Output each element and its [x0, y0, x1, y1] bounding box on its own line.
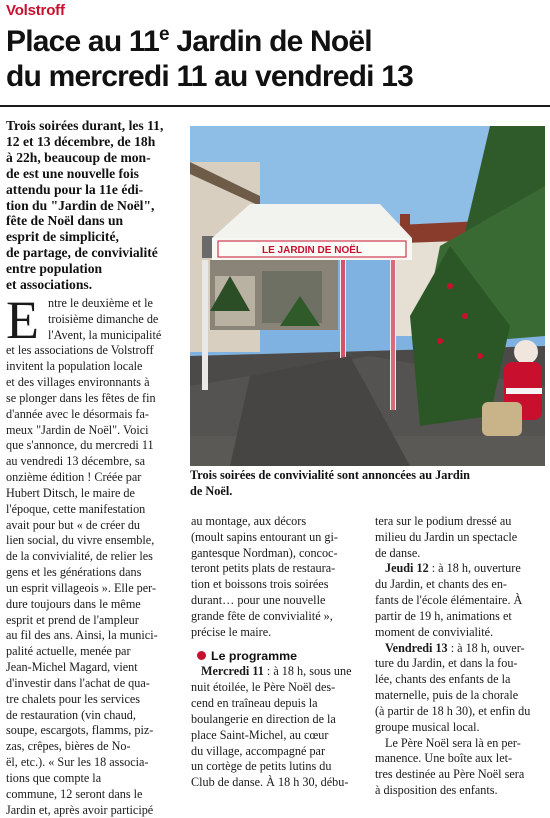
- day-vendredi: [375, 641, 545, 657]
- body-line: meux "Jardin de Noël". Voici: [6, 423, 184, 439]
- body-line: grande fête de convivialité »,: [191, 609, 359, 625]
- body-line: Hubert Ditsch, le maire de: [6, 486, 184, 502]
- lede-line: Trois soirées durant, les 11,: [6, 118, 184, 134]
- day-mercredi-text: : à 18 h, sous une: [264, 664, 352, 678]
- subhead-text: Le programme: [211, 649, 297, 663]
- day-jeudi: [375, 561, 545, 577]
- body-line: partir de 19 h, animations et: [375, 609, 545, 625]
- body-line: que s'annonce, du mercredi 11: [6, 438, 184, 454]
- body-line: manence. Une boîte aux let-: [375, 751, 545, 767]
- body-line: l'époque, cette manifestation: [6, 502, 184, 518]
- body-line: ël, etc.). « Sur les 18 associa-: [6, 755, 184, 771]
- body-line: (moult sapins entourant un gi-: [191, 530, 359, 546]
- body-line: tre chalets pour les services: [6, 692, 184, 708]
- body-line: (à partir de 18 h 30), et enfin du: [375, 704, 545, 720]
- caption-line: Trois soirées de convivialité sont annoncées au Jardin: [190, 468, 545, 484]
- body-line: l'Avent, la municipalité: [6, 328, 184, 344]
- body-line: à disposition des enfants.: [375, 783, 545, 799]
- body-line: de la convivialité, de relier les: [6, 549, 184, 565]
- article-column-1: [6, 296, 184, 818]
- body-line: teront petits plats de restaura-: [191, 561, 359, 577]
- header-rule: [0, 105, 550, 107]
- body-line: zas, crêpes, bières de No-: [6, 739, 184, 755]
- lede-line: et associations.: [6, 277, 184, 293]
- headline-line-1: Place au 11e Jardin de Noël: [6, 24, 546, 59]
- day-jeudi-text: : à 18 h, ouverture: [429, 561, 521, 575]
- body-line: milieu du Jardin un spectacle: [375, 530, 545, 546]
- lede-line: de est une nouvelle fois: [6, 166, 184, 182]
- lede-line: entre population: [6, 261, 184, 277]
- christmas-garden-photo: [190, 126, 545, 466]
- body-line: au montage, aux décors: [191, 514, 359, 530]
- headline: [6, 24, 546, 94]
- body-line: dure toujours dans le même: [6, 597, 184, 613]
- lede-paragraph: [6, 118, 184, 293]
- body-line: avait pour but « de créer du: [6, 518, 184, 534]
- body-line: nuit étoilée, le Père Noël des-: [191, 680, 359, 696]
- lede-line: 12 et 13 décembre, de 18h: [6, 134, 184, 150]
- bullet-dot-icon: [197, 651, 206, 660]
- body-line: gantesque Nordman), concoc-: [191, 546, 359, 562]
- body-line: moment de convivialité.: [375, 625, 545, 641]
- headline-line-2: du mercredi 11 au vendredi 13: [6, 59, 546, 94]
- day-vendredi-text: : à 18 h, ouver-: [448, 641, 525, 655]
- lede-line: de partage, de convivialité: [6, 245, 184, 261]
- subhead-programme: [191, 649, 359, 665]
- article-column-2: [191, 514, 359, 791]
- day-mercredi: [191, 664, 359, 680]
- section-kicker: Volstroff: [6, 2, 65, 19]
- body-line: gens et les générations dans: [6, 565, 184, 581]
- body-line: au fil des ans. Ainsi, la munici-: [6, 628, 184, 644]
- body-line: boulangerie en direction de la: [191, 712, 359, 728]
- body-line: durant… pour une nouvelle: [191, 593, 359, 609]
- drop-cap: E: [6, 298, 39, 342]
- article-photo: [190, 126, 545, 466]
- day-mercredi-label: Mercredi 11: [201, 664, 264, 678]
- day-jeudi-label: Jeudi 12: [385, 561, 429, 575]
- body-line: Jean-Michel Magard, vient: [6, 660, 184, 676]
- lede-line: fête de Noël dans un: [6, 213, 184, 229]
- article-column-3: [375, 514, 545, 799]
- body-line: de danse.: [375, 546, 545, 562]
- caption-line: de Noël.: [190, 484, 545, 500]
- body-line: et les associations de Volstroff: [6, 343, 184, 359]
- photo-sign-text: LE JARDIN DE NOËL: [262, 243, 362, 256]
- day-vendredi-label: Vendredi 13: [385, 641, 448, 655]
- body-line: commune, 12 seront dans le: [6, 787, 184, 803]
- lede-line: à 22h, beaucoup de mon-: [6, 150, 184, 166]
- body-line: soupe, escargots, flamms, piz-: [6, 723, 184, 739]
- body-line: un esprit villageois ». Elle per-: [6, 581, 184, 597]
- lede-line: tion du "Jardin de Noël",: [6, 198, 184, 214]
- body-line: d'année avec le désormais fa-: [6, 407, 184, 423]
- body-line: groupe musical local.: [375, 720, 545, 736]
- body-line: place Saint-Michel, au cœur: [191, 728, 359, 744]
- body-line: tions que compte la: [6, 771, 184, 787]
- body-line: maternelle, puis de la chorale: [375, 688, 545, 704]
- body-line: lien social, du vivre ensemble,: [6, 533, 184, 549]
- body-line: se plonger dans les fêtes de fin: [6, 391, 184, 407]
- body-line: tion et boissons trois soirées: [191, 577, 359, 593]
- body-line: palité actuelle, menée par: [6, 644, 184, 660]
- body-line: de restauration (vin chaud,: [6, 708, 184, 724]
- lede-line: esprit de simplicité,: [6, 229, 184, 245]
- body-line: esprit et prend de l'ampleur: [6, 613, 184, 629]
- body-line: et des villages environnants à: [6, 375, 184, 391]
- body-line: ntre le deuxième et le: [6, 296, 184, 312]
- body-line: d'investir dans l'achat de qua-: [6, 676, 184, 692]
- body-line: tera sur le podium dressé au: [375, 514, 545, 530]
- paragraph-gap: [191, 641, 359, 649]
- body-line: Club de danse. À 18 h 30, débu-: [191, 775, 359, 791]
- body-line: onzième édition ! Créée par: [6, 470, 184, 486]
- body-line: Jardin et, après avoir participé: [6, 803, 184, 818]
- body-line: cend en traîneau depuis la: [191, 696, 359, 712]
- body-line: un cortège de petits lutins du: [191, 759, 359, 775]
- body-line: du village, accompagné par: [191, 744, 359, 760]
- body-line: au vendredi 13 décembre, sa: [6, 454, 184, 470]
- body-line: lée, chants des enfants de la: [375, 672, 545, 688]
- body-line: troisième dimanche de: [6, 312, 184, 328]
- body-line: fants de l'école élémentaire. À: [375, 593, 545, 609]
- body-line: précise le maire.: [191, 625, 359, 641]
- photo-caption: [190, 468, 545, 500]
- lede-line: attendu pour la 11e édi-: [6, 182, 184, 198]
- body-line: tres destinée au Père Noël sera: [375, 767, 545, 783]
- body-line: invitent la population locale: [6, 359, 184, 375]
- body-line: Le Père Noël sera là en per-: [375, 736, 545, 752]
- body-line: ture du Jardin, et dans la fou-: [375, 656, 545, 672]
- body-line: du Jardin, et chants des en-: [375, 577, 545, 593]
